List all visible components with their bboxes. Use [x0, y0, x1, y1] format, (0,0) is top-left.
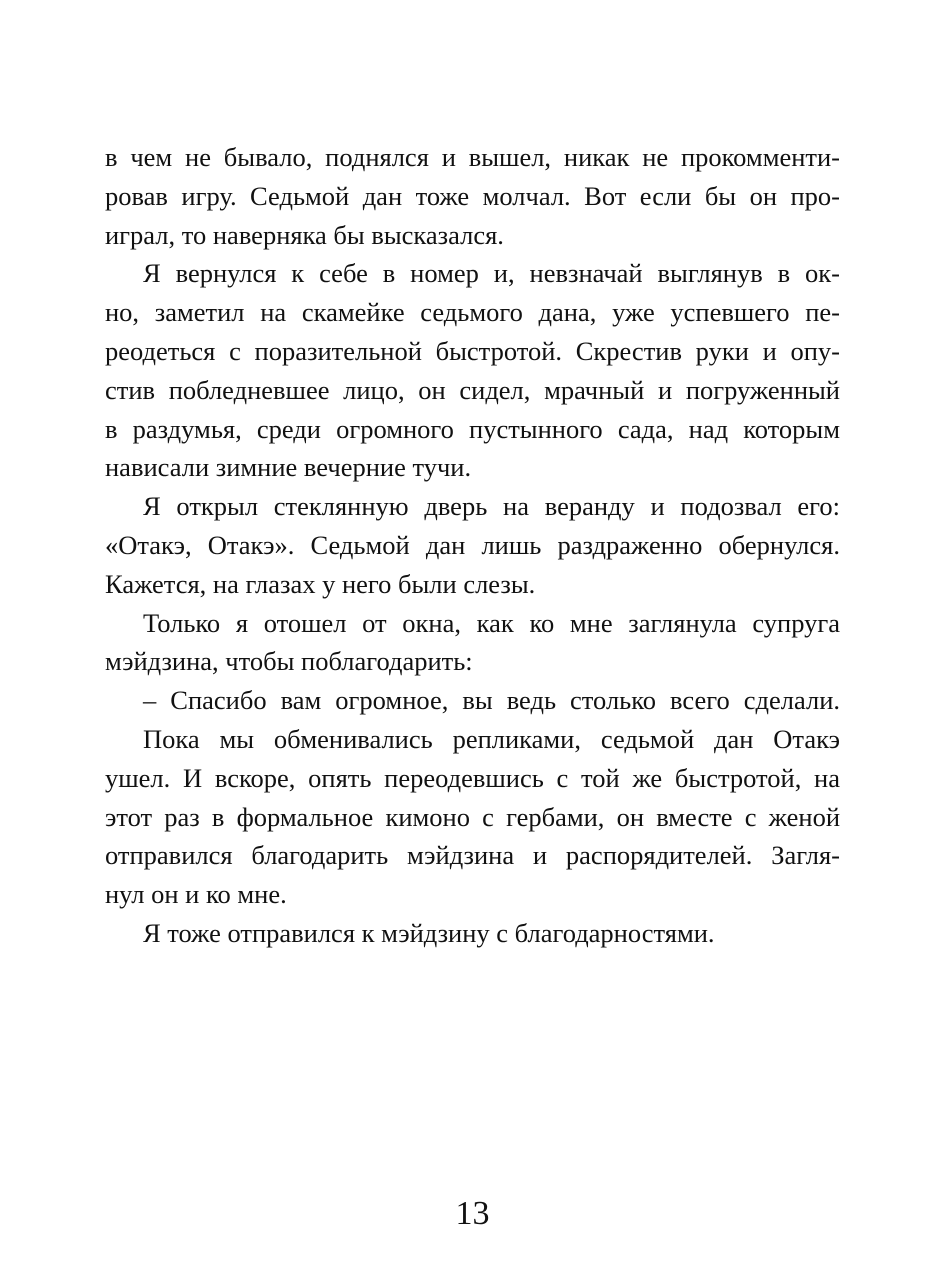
- text-line: – Спасибо вам огромное, вы ведь столько всего сделали.: [143, 685, 840, 716]
- text-line: Я открыл стеклянную дверь на веранду и подозвал его:: [143, 491, 840, 522]
- text-line: ушел. И вскоре, опять переодевшись с той же быстротой, на: [105, 762, 840, 793]
- text-line: отправился благодарить мэйдзина и распорядителей. Загля-: [105, 840, 840, 871]
- page-number: 13: [455, 1195, 490, 1232]
- text-line: Я вернулся к себе в номер и, невзначай выглянув в ок-: [143, 258, 840, 289]
- text-line: этот раз в формальное кимоно с гербами, он вместе с женой: [105, 801, 840, 832]
- text-line: в раздумья, среди огромного пустынного сада, над которым: [105, 413, 840, 444]
- text-line: играл, то наверняка бы высказался.: [105, 219, 504, 250]
- text-line: реодеться с поразительной быстротой. Скрестив руки и опу-: [105, 335, 840, 366]
- text-line: стив побледневшее лицо, он сидел, мрачный и погруженный: [105, 374, 840, 405]
- body-text: [105, 138, 840, 953]
- text-line: Кажется, на глазах у него были слезы.: [105, 568, 536, 599]
- text-line: нул он и ко мне.: [105, 879, 287, 910]
- text-line: нависали зимние вечерние тучи.: [105, 452, 472, 483]
- text-line: но, заметил на скамейке седьмого дана, уже успевшего пе-: [105, 297, 840, 328]
- text-line: Пока мы обменивались репликами, седьмой дан Отакэ: [143, 723, 840, 754]
- text-line: ровав игру. Седьмой дан тоже молчал. Вот если бы он про-: [105, 180, 840, 211]
- text-line: мэйдзина, чтобы поблагодарить:: [105, 646, 473, 677]
- text-line: в чем не бывало, поднялся и вышел, никак не прокомменти-: [105, 142, 840, 172]
- text-line: Только я отошел от окна, как ко мне заглянула супруга: [143, 607, 840, 638]
- text-line: Я тоже отправился к мэйдзину с благодарностями.: [143, 917, 715, 948]
- text-line: «Отакэ, Отакэ». Седьмой дан лишь раздраженно обернулся.: [105, 529, 840, 560]
